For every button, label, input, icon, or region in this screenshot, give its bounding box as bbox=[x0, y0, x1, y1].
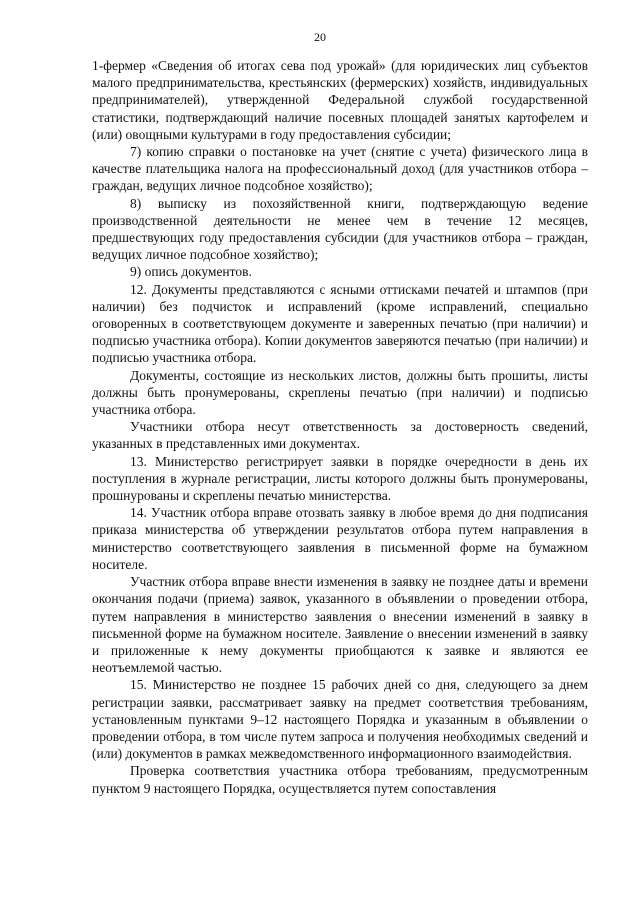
paragraph-verification: Проверка соответствия участника отбора требованиям, предусмотренным пунктом 9 настоящего Порядка, осуществляется путем сопоставления bbox=[92, 763, 588, 796]
paragraph-clause-15: 15. Министерство не позднее 15 рабочих дней со дня, следующего за днем регистрации заявки, рассматривает заявку на предмет соответствия требованиям, установленным пунктами 9–12 настоящего Порядка и указанным в объявлении о проведении отбора, в том числе путем запроса и получения необходимых сведений и (или) документов в рамках межведомственного информационного взаимодействия. bbox=[92, 677, 588, 762]
paragraph-clause-14: 14. Участник отбора вправе отозвать заявку в любое время до дня подписания приказа министерства об утверждении результатов отбора путем направления в министерство соответствующего заявления в письменной форме на бумажном носителе. bbox=[92, 505, 588, 572]
paragraph-amendments: Участник отбора вправе внести изменения в заявку не позднее даты и времени окончания подачи (приема) заявок, указанного в объявлении о проведении отбора, путем направления в министерство заявления о внесении изменений в заявку в письменной форме на бумажном носителе. Заявление о внесении изменений в заявку и приложенные к нему документы приобщаются к заявке и являются ее неотъемлемой частью. bbox=[92, 574, 588, 676]
document-body bbox=[92, 57, 588, 797]
paragraph-item-8: 8) выписку из похозяйственной книги, подтверждающую ведение производственной деятельности не менее чем в течение 12 месяцев, предшествующих году предоставления субсидии (для участников отбора – граждан, ведущих личное подсобное хозяйство); bbox=[92, 195, 588, 263]
page-number: 20 bbox=[314, 30, 326, 44]
paragraph-documents-binding: Документы, состоящие из нескольких листов, должны быть прошиты, листы должны быть пронумерованы, скреплены печатью (при наличии) и подписью участника отбора. bbox=[92, 367, 588, 418]
paragraph-item-9: 9) опись документов. bbox=[130, 264, 252, 280]
paragraph-clause-13: 13. Министерство регистрирует заявки в порядке очередности в день их поступления в журнале регистрации, листы которого должны быть пронумерованы, прошнурованы и скреплены печатью министерства. bbox=[92, 453, 588, 504]
paragraph-item-7: 7) копию справки о постановке на учет (снятие с учета) физического лица в качестве плательщика налога на профессиональный доход (для участников отбора – граждан, ведущих личное подсобное хозяйство); bbox=[92, 144, 588, 194]
paragraph-responsibility: Участники отбора несут ответственность за достоверность сведений, указанных в представленных ими документах. bbox=[92, 419, 588, 452]
paragraph-continuation: 1-фермер «Сведения об итогах сева под урожай» (для юридических лиц субъектов малого предпринимательства, крестьянских (фермерских) хозяйств, индивидуальных предпринимателей), утвержденной Федеральной службой государственной статистики, подтверждающий наличие посевных площадей занятых картофелем и (или) овощными культурами в году предоставления субсидии; bbox=[92, 58, 588, 142]
paragraph-clause-12: 12. Документы представляются с ясными оттисками печатей и штампов (при наличии) без подчисток и исправлений (кроме исправлений, специально оговоренных в соответствующем документе и заверенных печатью (при наличии) и подписью участника отбора). Копии документов заверяются печатью (при наличии) и подписью участника отбора. bbox=[92, 281, 588, 366]
